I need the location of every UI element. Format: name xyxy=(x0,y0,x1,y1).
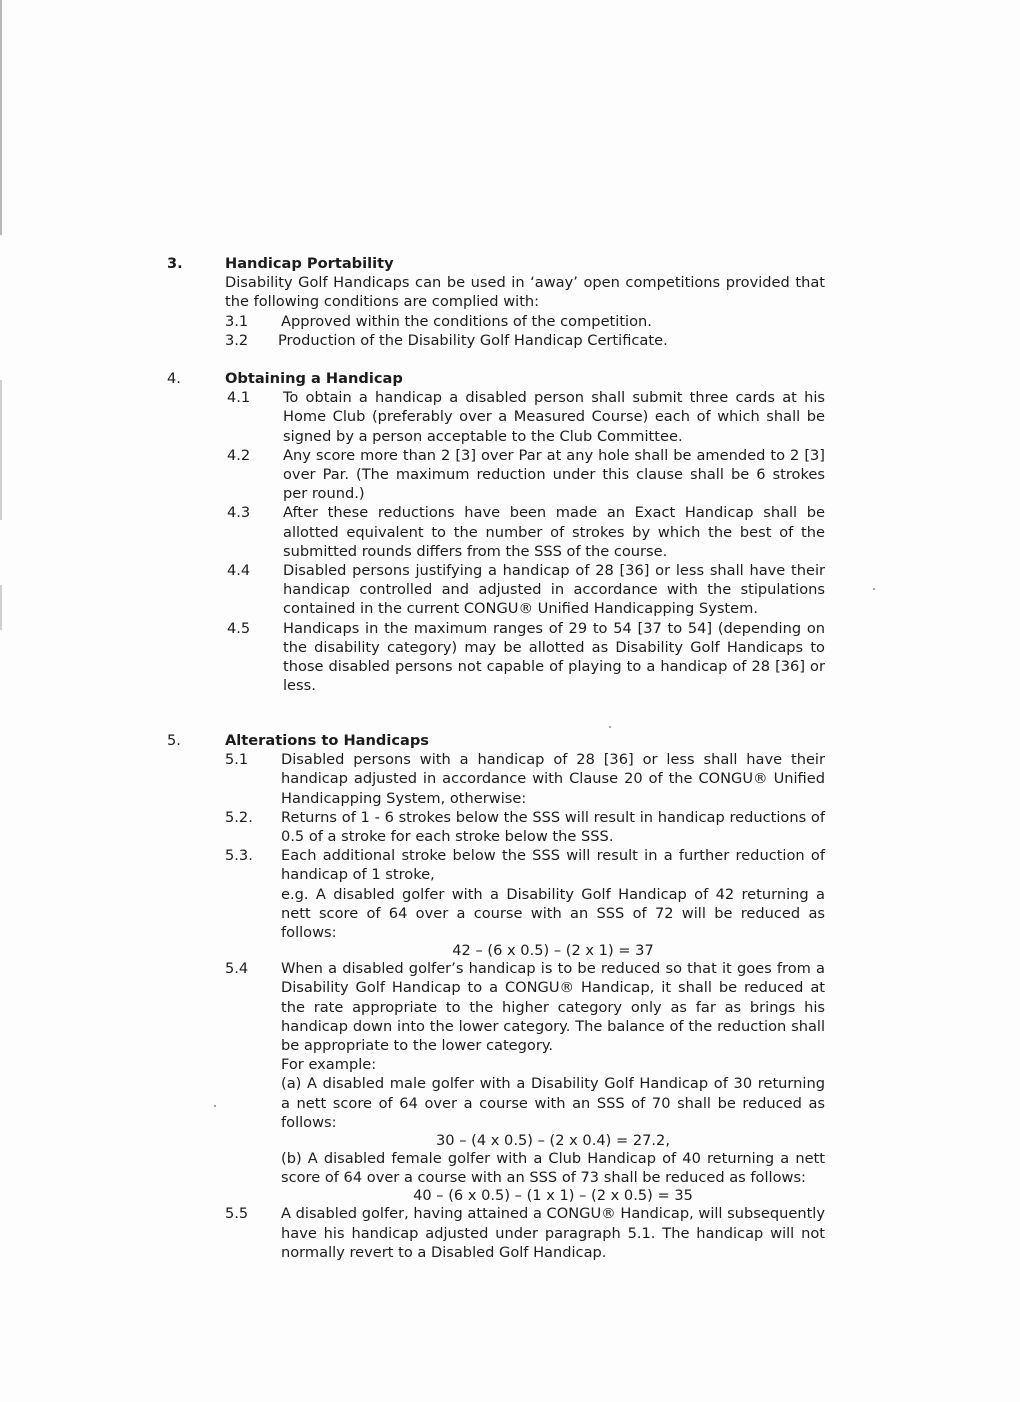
clause-text: A disabled golfer, having attained a CONGU® Handicap, will subsequently have his handicap adjusted under paragraph 5.1. The handicap will not normally revert to a Disabled Golf Handicap. xyxy=(281,1205,825,1261)
clause-5-3 xyxy=(225,846,825,884)
clause-text: Approved within the conditions of the competition. xyxy=(281,312,652,330)
section-title: Alterations to Handicaps xyxy=(225,732,429,749)
section-number: 3. xyxy=(167,255,183,272)
clause-5-2 xyxy=(225,808,825,846)
clause-text: When a disabled golfer’s handicap is to be reduced so that it goes from a Disability Golf Handicap to a CONGU® Handicap, it shall be reduced at the rate appropriate to the higher category only as far as brings his handicap down into the lower category. The balance of the reduction shall be appropriate to the lower category. xyxy=(281,960,825,1055)
clause-text: Disabled persons justifying a handicap of 28 [36] or less shall have their handicap controlled and adjusted in accordance with the stipulations contained in the current CONGU® Unified Handicapping System. xyxy=(283,562,825,618)
clause-number: 3.2 xyxy=(225,331,249,349)
clause-number: 4.4 xyxy=(227,562,251,580)
scan-speck xyxy=(609,726,611,728)
clause-text: Each additional stroke below the SSS will result in a further reduction of handicap of 1 stroke, xyxy=(281,847,825,884)
clause-number: 5.3. xyxy=(225,847,253,865)
clause-5-3-example xyxy=(225,885,825,943)
clause-number: 3.1 xyxy=(225,312,249,330)
clause-text: Any score more than 2 [3] over Par at any hole shall be amended to 2 [3] over Par. (The maximum reduction under this clause shall be 6 strokes per round.) xyxy=(283,446,825,503)
section-intro: Disability Golf Handicaps can be used in ‘away’ open competitions provided that the following conditions are complied with: xyxy=(225,274,825,311)
clause-5-5 xyxy=(225,1204,825,1262)
example-text: (b) A disabled female golfer with a Club Handicap of 40 returning a nett score of 64 over a course with an SSS of 73 shall be reduced as follows: xyxy=(281,1150,825,1187)
clause-text: After these reductions have been made an Exact Handicap shall be allotted equivalent to the number of strokes by which the best of the submitted rounds differs from the SSS of the course. xyxy=(283,504,825,560)
clause-text: Disabled persons with a handicap of 28 [36] or less shall have their handicap adjusted in accordance with Clause 20 of the CONGU® Unified Handicapping System, otherwise: xyxy=(281,751,825,807)
formula-line: 40 – (6 x 0.5) – (1 x 1) – (2 x 0.5) = 35 xyxy=(413,1187,693,1205)
clause-number: 4.2 xyxy=(227,446,251,464)
clause-number: 4.1 xyxy=(227,389,251,407)
clause-4-1 xyxy=(227,388,825,446)
clause-4-2 xyxy=(227,446,825,504)
formula-line: 30 – (4 x 0.5) – (2 x 0.4) = 27.2, xyxy=(436,1132,670,1150)
scan-speck xyxy=(873,588,875,590)
clause-3-2 xyxy=(225,331,825,350)
clause-number: 4.5 xyxy=(227,619,251,637)
clause-3-1 xyxy=(225,312,825,331)
example-text: For example: xyxy=(281,1056,377,1074)
scan-edge-line xyxy=(0,380,2,520)
clause-5-1 xyxy=(225,750,825,808)
clause-number: 5.5 xyxy=(225,1205,249,1223)
clause-4-3 xyxy=(227,503,825,561)
scan-edge-line xyxy=(0,585,2,630)
section-number: 5. xyxy=(167,732,181,749)
clause-text: Handicaps in the maximum ranges of 29 to 54 [37 to 54] (depending on the disability category) may be allotted as Disability Golf Handicaps to those disabled persons not capable of playing to a handicap of 28 [36] or less. xyxy=(283,619,825,695)
clause-5-4-example-a xyxy=(225,1074,825,1132)
clause-4-4 xyxy=(227,561,825,619)
section-title: Obtaining a Handicap xyxy=(225,370,403,387)
clause-text: Returns of 1 - 6 strokes below the SSS will result in handicap reductions of 0.5 of a stroke for each stroke below the SSS. xyxy=(281,808,825,846)
example-text: e.g. A disabled golfer with a Disability Golf Handicap of 42 returning a nett score of 64 over a course with an SSS of 72 will be reduced as follows: xyxy=(281,885,825,942)
example-text: (a) A disabled male golfer with a Disability Golf Handicap of 30 returning a nett score of 64 over a course with an SSS of 70 shall be reduced as follows: xyxy=(281,1075,825,1131)
clause-number: 5.1 xyxy=(225,751,249,769)
clause-4-5 xyxy=(227,619,825,696)
clause-text: Production of the Disability Golf Handicap Certificate. xyxy=(278,331,668,349)
scan-speck xyxy=(214,1105,216,1107)
section-number: 4. xyxy=(167,370,181,387)
clause-5-4 xyxy=(225,959,825,1055)
clause-text: To obtain a handicap a disabled person shall submit three cards at his Home Club (preferably over a Measured Course) each of which shall be signed by a person acceptable to the Club Committee. xyxy=(283,389,825,445)
clause-5-4-example-b xyxy=(225,1149,825,1187)
clause-number: 5.4 xyxy=(225,960,249,978)
scan-edge-line xyxy=(0,0,2,235)
clause-5-4-example-intro xyxy=(225,1055,825,1074)
clause-number: 4.3 xyxy=(227,504,251,522)
formula-line: 42 – (6 x 0.5) – (2 x 1) = 37 xyxy=(452,942,654,960)
clause-number: 5.2. xyxy=(225,808,253,826)
section-title: Handicap Portability xyxy=(225,255,394,272)
